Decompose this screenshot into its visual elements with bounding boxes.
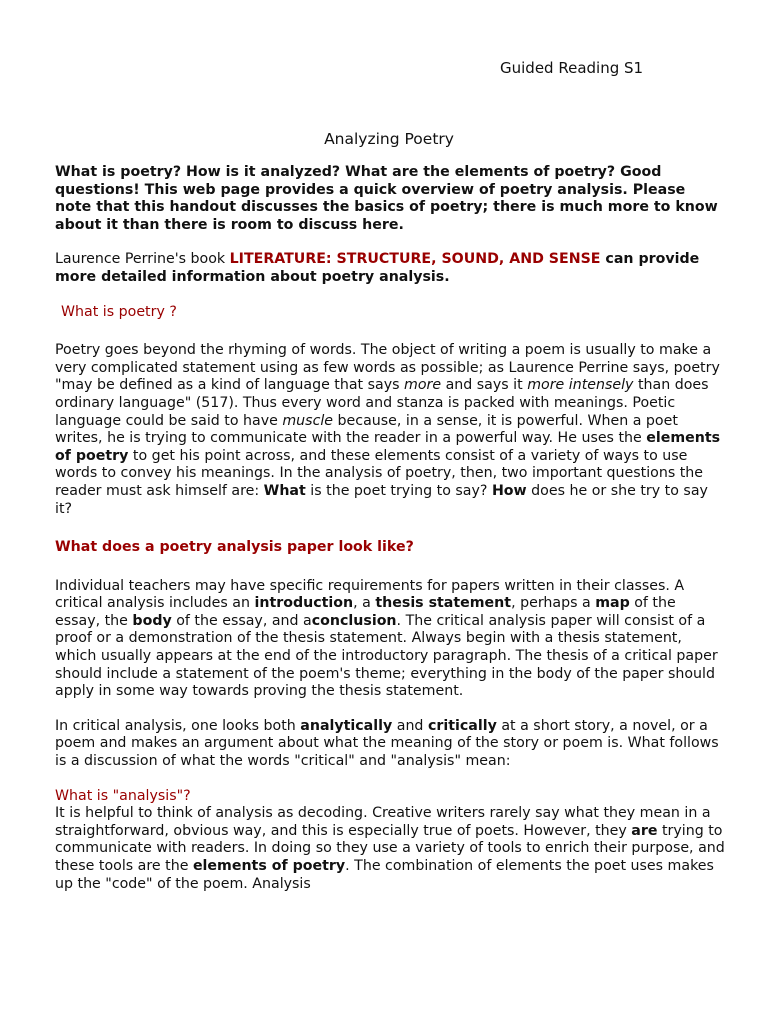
s1-text-f: is the poet trying to say? bbox=[305, 482, 492, 499]
s1-text-d: because, in a sense, it is powerful. When a poet writes, he is trying to communicate with the reader in a powerful way. He uses the bbox=[55, 412, 678, 447]
s3-text-c: . The combination of elements the poet uses makes up the "code" of the poem. Analysis bbox=[55, 858, 714, 892]
intro-text-1: hat is poetry? How is it analyzed? bbox=[70, 164, 346, 180]
s2-text-b: , a bbox=[353, 595, 376, 612]
section-heading-analysis-paper: What does a poetry analysis paper look like? bbox=[55, 539, 414, 556]
s2-introduction: introduction bbox=[254, 595, 354, 612]
s3-are: are bbox=[631, 822, 658, 839]
document-body bbox=[55, 164, 725, 893]
s3-text-b: trying to communicate with readers. In doing so they use a variety of tools to enrich their purpose, and these tools are the bbox=[55, 822, 725, 874]
s2p2-critically: critically bbox=[427, 717, 497, 734]
s3-elements-of-poetry: elements of poetry bbox=[192, 858, 346, 874]
s2p2-text-c: at a short story, a novel, or a poem and makes an argument about what the meaning of the story or poem is. What follows is a discussion of what the words "critical" and "analysis" mean: bbox=[55, 717, 719, 770]
section2-paragraph-1 bbox=[55, 578, 725, 701]
s2p2-analytically: analytically bbox=[300, 717, 393, 734]
intro-initial-w1: W bbox=[55, 164, 71, 180]
book-title: LITERATURE: STRUCTURE, SOUND, AND SENSE bbox=[229, 251, 601, 268]
s1-text-e: to get his point across, and these elements consist of a variety of ways to use words to convey his meanings. In the analysis of poetry, then, two important questions the reader must ask himself are: bbox=[55, 447, 704, 499]
s2-text-e: of the essay, and a bbox=[171, 612, 312, 629]
s1-how: How bbox=[491, 482, 527, 499]
perrine-after: can provide more detailed information about poetry analysis. bbox=[55, 251, 700, 285]
s2-body: body bbox=[132, 612, 172, 629]
section3-paragraph bbox=[55, 805, 725, 893]
s2-text-f: . The critical analysis paper will consist of a proof or a demonstration of the thesis statement. Always begin with a thesis statement, which usually appears at the end of the introductory paragraph. The thesis of a critical paper should include a statement of the poem's theme; everything in the body of the paper should apply in some way towards proving the thesis statement. bbox=[55, 612, 718, 700]
s1-text-b: and says it bbox=[441, 377, 528, 394]
s1-more-intensely: more intensely bbox=[527, 377, 634, 394]
s1-elements-of-poetry: elements of poetry bbox=[55, 430, 721, 464]
s1-text-g: does he or she try to say it? bbox=[55, 482, 708, 517]
s1-text-a: Poetry goes beyond the rhyming of words. The object of writing a poem is usually to make a very complicated statement using as few words as possible; as Laurence Perrine says, poetry "may be defined as a kind of language that says bbox=[55, 342, 720, 394]
intro-text-2: hat are the elements of poetry? Good questions! This web page provides a quick overview of poetry analysis. Please note that this handout discusses the basics of poetry; there is much more to know about it than there is room to discuss here. bbox=[55, 164, 718, 233]
perrine-before: Laurence Perrine's book bbox=[55, 251, 230, 268]
section-heading-what-is-poetry: What is poetry ? bbox=[61, 303, 177, 320]
section1-paragraph bbox=[55, 342, 725, 518]
s2-text-c: , perhaps a bbox=[511, 595, 596, 612]
s2-map: map bbox=[595, 595, 630, 612]
s1-more: more bbox=[404, 377, 442, 394]
s2p2-text-a: In critical analysis, one looks both bbox=[55, 717, 301, 734]
page-title: Analyzing Poetry bbox=[324, 130, 454, 148]
s1-what: What bbox=[263, 482, 306, 499]
header-label: Guided Reading S1 bbox=[500, 59, 644, 77]
s2-text-d: of the essay, the bbox=[55, 595, 676, 629]
intro-paragraph bbox=[55, 164, 725, 234]
perrine-paragraph bbox=[55, 251, 725, 286]
section-heading-what-is-analysis: What is "analysis"? bbox=[55, 787, 191, 804]
s3-text-a: It is helpful to think of analysis as decoding. Creative writers rarely say what they mean in a straightforward, obvious way, and this is especially true of poets. However, they bbox=[55, 805, 711, 839]
s1-text-c: than does ordinary language" (517). Thus every word and stanza is packed with meanings. Poetic language could be said to have bbox=[55, 377, 709, 429]
intro-initial-w2: W bbox=[345, 164, 361, 180]
s2-thesis-statement: thesis statement bbox=[375, 595, 512, 612]
section2-paragraph-2 bbox=[55, 718, 725, 771]
s2-text-a: Individual teachers may have specific requirements for papers written in their classes. A critical analysis includes an bbox=[55, 577, 685, 612]
s2-conclusion: conclusion bbox=[311, 612, 397, 629]
s1-muscle: muscle bbox=[282, 412, 334, 429]
s2p2-text-b: and bbox=[392, 717, 428, 734]
